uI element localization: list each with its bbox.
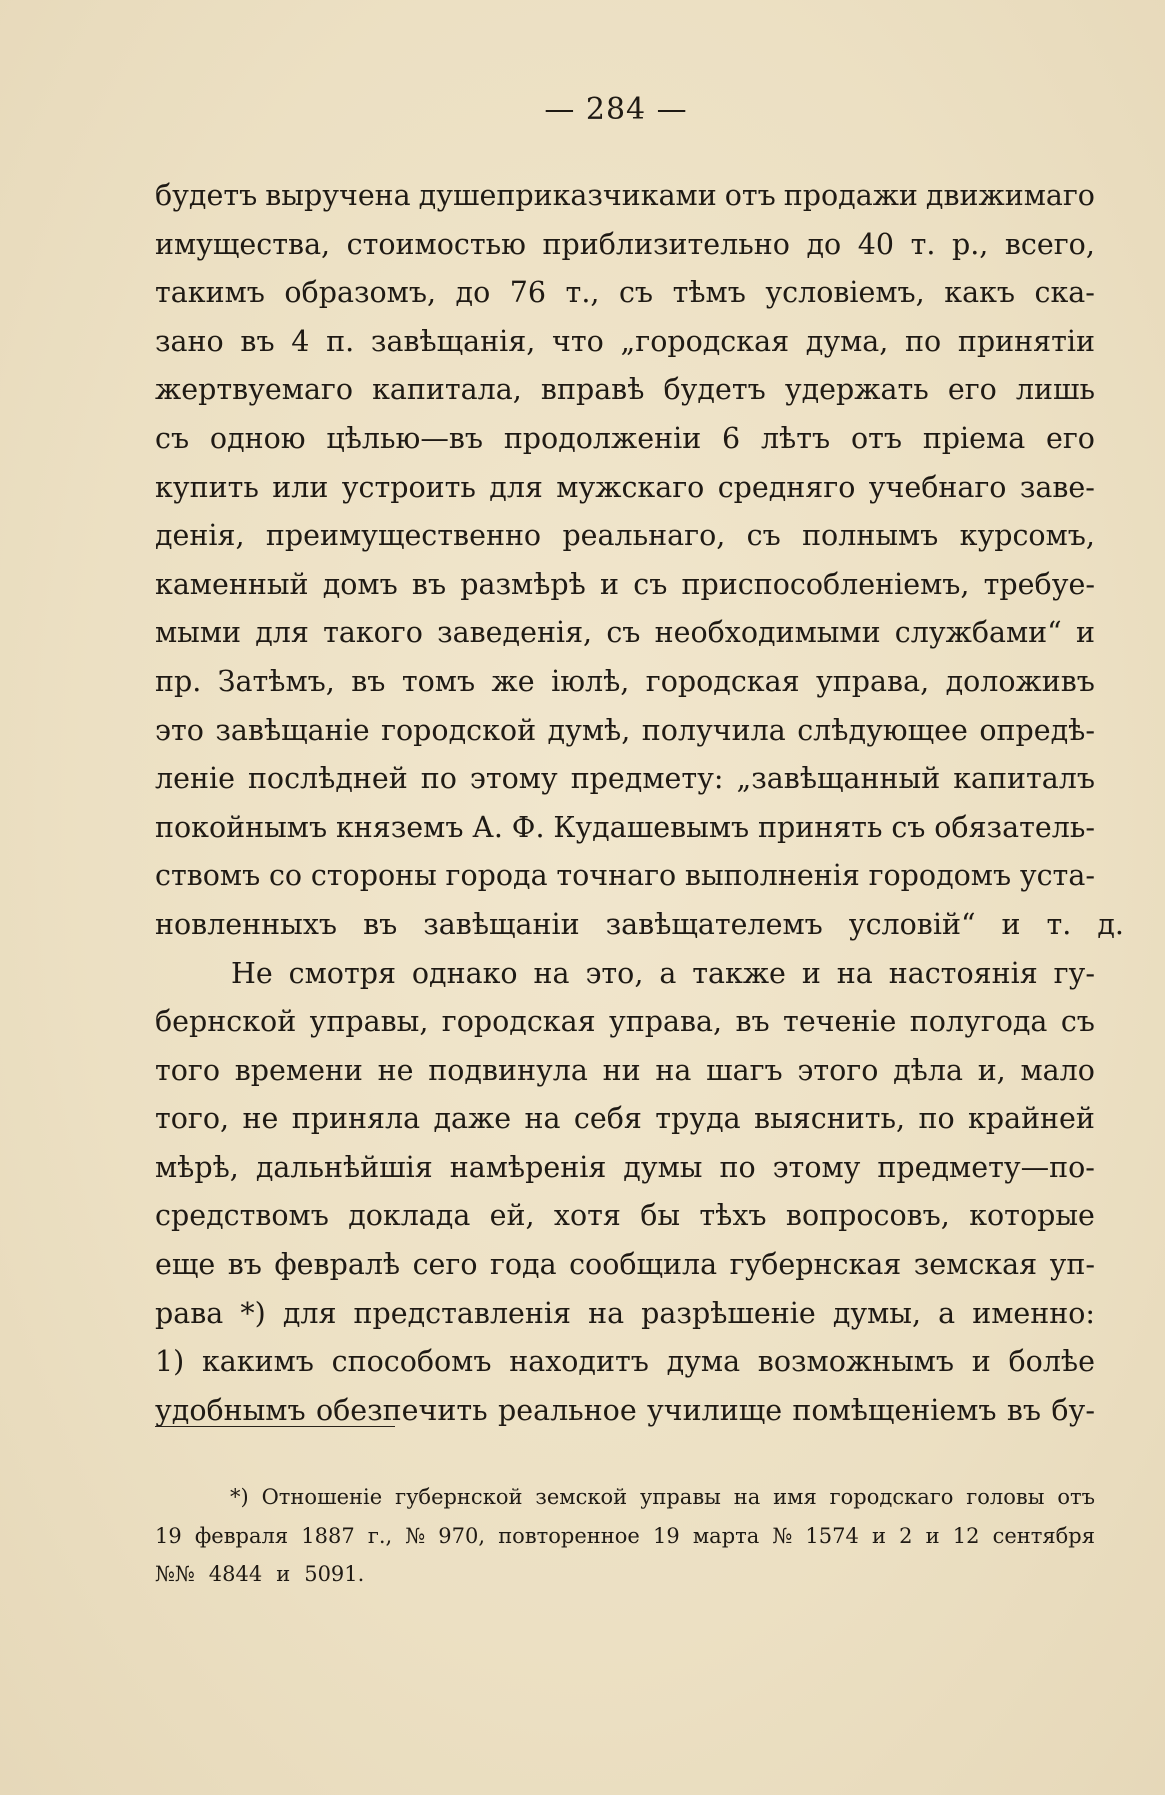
word: болѣе — [1008, 1345, 1095, 1379]
word: мало — [1020, 1053, 1095, 1087]
word: купить — [155, 470, 259, 504]
word: помѣщеніемъ — [792, 1393, 997, 1427]
word: и — [871, 1523, 886, 1548]
word: опредѣ- — [979, 713, 1095, 747]
text-line — [155, 1047, 1095, 1096]
word: денія, — [155, 519, 245, 553]
word: капитала, — [372, 373, 522, 407]
word: съ — [633, 567, 668, 601]
text-line — [155, 318, 1095, 367]
word: мѣрѣ, — [155, 1150, 239, 1184]
word: и — [971, 1345, 991, 1379]
word: губернская — [729, 1248, 902, 1282]
word: отъ — [724, 179, 776, 212]
word: капиталъ — [953, 762, 1095, 796]
word: такимъ — [155, 276, 265, 310]
word: полнымъ — [802, 519, 939, 553]
word: уп- — [1049, 1248, 1095, 1282]
word: дума, — [805, 324, 889, 358]
page-number: — 284 — — [544, 92, 688, 127]
word: княземъ — [335, 810, 464, 844]
word: въ — [411, 567, 447, 601]
word: губернской — [395, 1485, 523, 1509]
word: на — [524, 1102, 561, 1136]
word: въ — [1006, 1393, 1042, 1427]
text-line — [155, 561, 1095, 610]
word: и — [801, 956, 821, 990]
word: средняго — [717, 470, 856, 504]
word: р., — [951, 227, 989, 261]
word: головы — [966, 1485, 1045, 1509]
word: управы, — [309, 1005, 429, 1039]
text-line — [155, 172, 1095, 221]
word: шагъ — [706, 1053, 783, 1087]
word: въ — [351, 664, 386, 698]
word: городской — [381, 713, 537, 747]
word: стороны — [310, 859, 437, 893]
word: получила — [641, 713, 786, 747]
word: думы — [623, 1150, 703, 1184]
main-text — [155, 172, 1124, 1435]
word: же — [491, 664, 535, 698]
word: А. — [472, 810, 503, 844]
word: въ — [735, 1005, 770, 1039]
word: д. — [1097, 907, 1124, 941]
word: „завѣщанный — [736, 762, 941, 796]
word: будетъ — [663, 373, 766, 407]
word: съ — [155, 421, 190, 455]
word: выполненія — [684, 859, 860, 893]
word: его — [947, 373, 997, 407]
word: еще — [155, 1248, 216, 1282]
word: томъ — [401, 664, 476, 698]
word: этого — [797, 1053, 879, 1087]
word: того, — [155, 1102, 230, 1136]
word: разрѣшеніе — [641, 1296, 816, 1330]
word: душеприказчиками — [418, 179, 717, 212]
word: года — [489, 1248, 557, 1282]
word: этому — [469, 762, 558, 796]
text-line — [155, 609, 1095, 658]
word: принять — [757, 810, 883, 844]
word: полугода — [909, 1005, 1048, 1039]
word: № — [772, 1523, 793, 1548]
footnote-divider — [155, 1426, 395, 1427]
text-line — [155, 901, 1124, 950]
word: мыми — [155, 616, 242, 650]
word: что — [552, 324, 604, 358]
text-line — [155, 804, 1095, 853]
word: лѣтъ — [760, 421, 831, 455]
word: смотря — [288, 956, 396, 990]
word: 1887 — [301, 1523, 355, 1548]
word: ска- — [1034, 276, 1095, 310]
word: и, — [977, 1053, 1006, 1087]
word: 12 — [952, 1523, 980, 1548]
word: которые — [969, 1199, 1095, 1233]
word: леніе — [155, 762, 235, 796]
text-line — [155, 1095, 1095, 1144]
word: теченіе — [783, 1005, 897, 1039]
word: № — [405, 1523, 426, 1548]
word: а — [659, 956, 677, 990]
word: намѣренія — [449, 1150, 607, 1184]
text-line — [155, 512, 1095, 561]
text-line — [155, 1290, 1095, 1339]
word: рава — [155, 1296, 224, 1330]
word: выручена — [265, 179, 411, 212]
word: т. — [910, 227, 936, 261]
word: городская — [441, 1005, 596, 1039]
word: покойнымъ — [155, 810, 328, 844]
word: 4 — [291, 324, 310, 358]
word: съ — [746, 519, 781, 553]
word: каменный — [155, 567, 309, 601]
word: это, — [585, 956, 644, 990]
word: управа, — [608, 1005, 723, 1039]
word: думѣ, — [547, 713, 631, 747]
word: и — [276, 1562, 291, 1586]
word: п. — [326, 324, 355, 358]
word: Не — [231, 956, 273, 990]
word: уста- — [1019, 859, 1095, 893]
word: зано — [155, 324, 224, 358]
word: до — [455, 276, 491, 310]
word: марта — [692, 1523, 760, 1548]
word: съ — [1060, 1005, 1095, 1039]
word: дѣла — [893, 1053, 963, 1087]
word: реальнаго, — [562, 519, 726, 553]
word: послѣдней — [247, 762, 408, 796]
word: вопросовъ, — [785, 1199, 950, 1233]
word: управы — [640, 1485, 721, 1509]
word: предмету: — [570, 762, 724, 796]
word: или — [272, 470, 329, 504]
word: завѣщаніе — [215, 713, 370, 747]
word: февралѣ — [274, 1248, 401, 1282]
word: и — [925, 1523, 940, 1548]
word: завѣщанія, — [370, 324, 536, 358]
word: т. — [1046, 907, 1072, 941]
word: и — [600, 567, 620, 601]
word: крайней — [968, 1102, 1095, 1136]
word: выяснить, — [754, 1102, 906, 1136]
word: представленія — [353, 1296, 572, 1330]
footnote-line — [155, 1555, 1095, 1594]
word: доклада — [348, 1199, 471, 1233]
word: заве- — [1019, 470, 1095, 504]
word: Ф. — [511, 810, 545, 844]
word: движимаго — [925, 179, 1095, 212]
word: 4844 — [208, 1562, 263, 1586]
text-line — [155, 269, 1095, 318]
word: по — [719, 1150, 756, 1184]
word: всего, — [1004, 227, 1095, 261]
word: пр. — [155, 664, 202, 698]
word: ей, — [489, 1199, 535, 1233]
word: условіемъ, — [765, 276, 925, 310]
word: продажи — [783, 179, 918, 212]
text-line — [155, 221, 1095, 270]
word: 76 — [509, 276, 547, 310]
word: на — [836, 956, 873, 990]
word: сентября — [992, 1523, 1095, 1548]
word: отъ — [850, 421, 903, 455]
text-line — [155, 1192, 1095, 1241]
word: отъ — [1057, 1485, 1095, 1509]
word: 2 — [899, 1523, 913, 1548]
word: доложивъ — [945, 664, 1095, 698]
word: себя — [573, 1102, 642, 1136]
text-line — [155, 950, 1095, 999]
word: не — [242, 1102, 279, 1136]
word: мужскаго — [556, 470, 705, 504]
word: февраля — [194, 1523, 289, 1548]
word: для — [282, 1296, 337, 1330]
text-line — [155, 1241, 1095, 1290]
word: удобнымъ — [155, 1393, 306, 1427]
word: даже — [433, 1102, 512, 1136]
word: домъ — [322, 567, 398, 601]
word: со — [268, 859, 303, 893]
word: пріема — [922, 421, 1026, 455]
word: гу- — [1053, 956, 1095, 990]
footnote-line — [155, 1478, 1095, 1517]
word: земская — [913, 1248, 1038, 1282]
word: 19 — [652, 1523, 680, 1548]
word: городская — [645, 664, 800, 698]
word: заведенія, — [437, 616, 593, 650]
word: бернской — [155, 1005, 297, 1039]
word: также — [692, 956, 786, 990]
word: принятіи — [957, 324, 1095, 358]
word: городомъ — [868, 859, 1012, 893]
word: будетъ — [155, 179, 258, 212]
text-line — [155, 755, 1095, 804]
word: учебнаго — [868, 470, 1007, 504]
text-line — [155, 998, 1095, 1047]
word: 6 — [722, 421, 741, 455]
word: какимъ — [201, 1345, 314, 1379]
word: бы — [640, 1199, 681, 1233]
word: городскаго — [829, 1485, 954, 1509]
word: и — [1001, 907, 1021, 941]
word: іюлѣ, — [551, 664, 630, 698]
word: обязатель- — [934, 810, 1095, 844]
word: Отношеніе — [261, 1485, 383, 1509]
word: тѣмъ — [672, 276, 746, 310]
word: труда — [655, 1102, 741, 1136]
word: приблизительно — [542, 227, 790, 261]
word: предмету—по- — [877, 1150, 1095, 1184]
word: 1574 — [805, 1523, 859, 1548]
text-line — [155, 415, 1095, 464]
word: обезпечить — [315, 1393, 488, 1427]
word: по — [420, 762, 457, 796]
word: 5091. — [304, 1562, 365, 1586]
word: размѣрѣ — [460, 567, 586, 601]
word: дальнѣйшія — [255, 1150, 433, 1184]
word: хотя — [553, 1199, 621, 1233]
word: точнаго — [556, 859, 677, 893]
word: продолженіи — [503, 421, 702, 455]
word: для — [489, 470, 543, 504]
word: управа, — [816, 664, 930, 698]
word: на — [533, 956, 570, 990]
word: имущества, — [155, 227, 331, 261]
word: подвинула — [428, 1053, 588, 1087]
word: находитъ — [509, 1345, 649, 1379]
word: по — [918, 1102, 955, 1136]
word: одною — [209, 421, 306, 455]
text-line — [155, 707, 1095, 756]
word: *) — [240, 1296, 266, 1330]
text-line — [155, 1144, 1095, 1193]
word: 19 — [155, 1523, 182, 1548]
word: училище — [647, 1393, 783, 1427]
word: удержать — [784, 373, 929, 407]
word: курсомъ, — [959, 519, 1095, 553]
word: т., — [565, 276, 600, 310]
word: условій“ — [848, 907, 976, 941]
word: времени — [234, 1053, 363, 1087]
word: цѣлью—въ — [326, 421, 484, 455]
word: думы, — [832, 1296, 922, 1330]
word: 1) — [155, 1345, 185, 1379]
word: требуе- — [983, 567, 1095, 601]
word: устроить — [341, 470, 476, 504]
word: съ — [891, 810, 926, 844]
word: въ — [227, 1248, 262, 1282]
word: лишь — [1015, 373, 1095, 407]
word: по — [905, 324, 942, 358]
word: г., — [367, 1523, 393, 1548]
word: 970, — [438, 1523, 486, 1548]
word: съ — [606, 616, 641, 650]
word: какъ — [944, 276, 1016, 310]
word: дума — [666, 1345, 741, 1379]
word: завѣщателемъ — [605, 907, 823, 941]
word: для — [255, 616, 309, 650]
text-line — [155, 464, 1095, 513]
word: Кудашевымъ — [553, 810, 750, 844]
footnote — [155, 1478, 1095, 1594]
word: службами“ — [894, 616, 1062, 650]
word: новленныхъ — [155, 907, 338, 941]
word: и — [1075, 616, 1095, 650]
word: вправѣ — [540, 373, 645, 407]
word: съ — [618, 276, 654, 310]
word: ствомъ — [155, 859, 261, 893]
word: приняла — [291, 1102, 421, 1136]
word: а — [938, 1296, 956, 1330]
word: жертвуемаго — [155, 373, 354, 407]
word: земской — [535, 1485, 628, 1509]
word: сего — [412, 1248, 478, 1282]
text-line — [155, 852, 1095, 901]
word: на — [655, 1053, 692, 1087]
word: средствомъ — [155, 1199, 329, 1233]
word: Затѣмъ, — [217, 664, 335, 698]
word: на — [733, 1485, 761, 1509]
word: *) — [230, 1485, 249, 1509]
text-line — [155, 366, 1095, 415]
word: реальное — [497, 1393, 637, 1427]
word: образомъ, — [284, 276, 437, 310]
word: слѣдующее — [797, 713, 968, 747]
word: стоимостью — [346, 227, 526, 261]
word: возможнымъ — [757, 1345, 955, 1379]
word: имя — [773, 1485, 817, 1509]
word: настоянія — [888, 956, 1038, 990]
word: бу- — [1051, 1393, 1095, 1427]
word: это — [155, 713, 204, 747]
word: въ — [240, 324, 275, 358]
word: однако — [411, 956, 518, 990]
word: необходимыми — [654, 616, 881, 650]
text-line — [155, 658, 1095, 707]
text-line — [155, 1387, 1095, 1436]
word: именно: — [972, 1296, 1095, 1330]
word: ни — [602, 1053, 641, 1087]
word: №№ — [155, 1562, 195, 1586]
word: способомъ — [331, 1345, 492, 1379]
word: сообщила — [569, 1248, 718, 1282]
text-line — [155, 1338, 1095, 1387]
word: города — [445, 859, 548, 893]
word: на — [588, 1296, 625, 1330]
word: того — [155, 1053, 221, 1087]
word: этому — [772, 1150, 861, 1184]
word: не — [377, 1053, 414, 1087]
word: въ — [363, 907, 398, 941]
word: „городская — [620, 324, 790, 358]
word: повторенное — [498, 1523, 640, 1548]
word: тѣхъ — [699, 1199, 767, 1233]
word: до — [806, 227, 842, 261]
word: такого — [323, 616, 423, 650]
word: преимущественно — [265, 519, 542, 553]
word: его — [1046, 421, 1095, 455]
footnote-line — [155, 1517, 1095, 1556]
word: приспособленіемъ, — [681, 567, 970, 601]
word: завѣщаніи — [423, 907, 580, 941]
word: 40 — [857, 227, 895, 261]
